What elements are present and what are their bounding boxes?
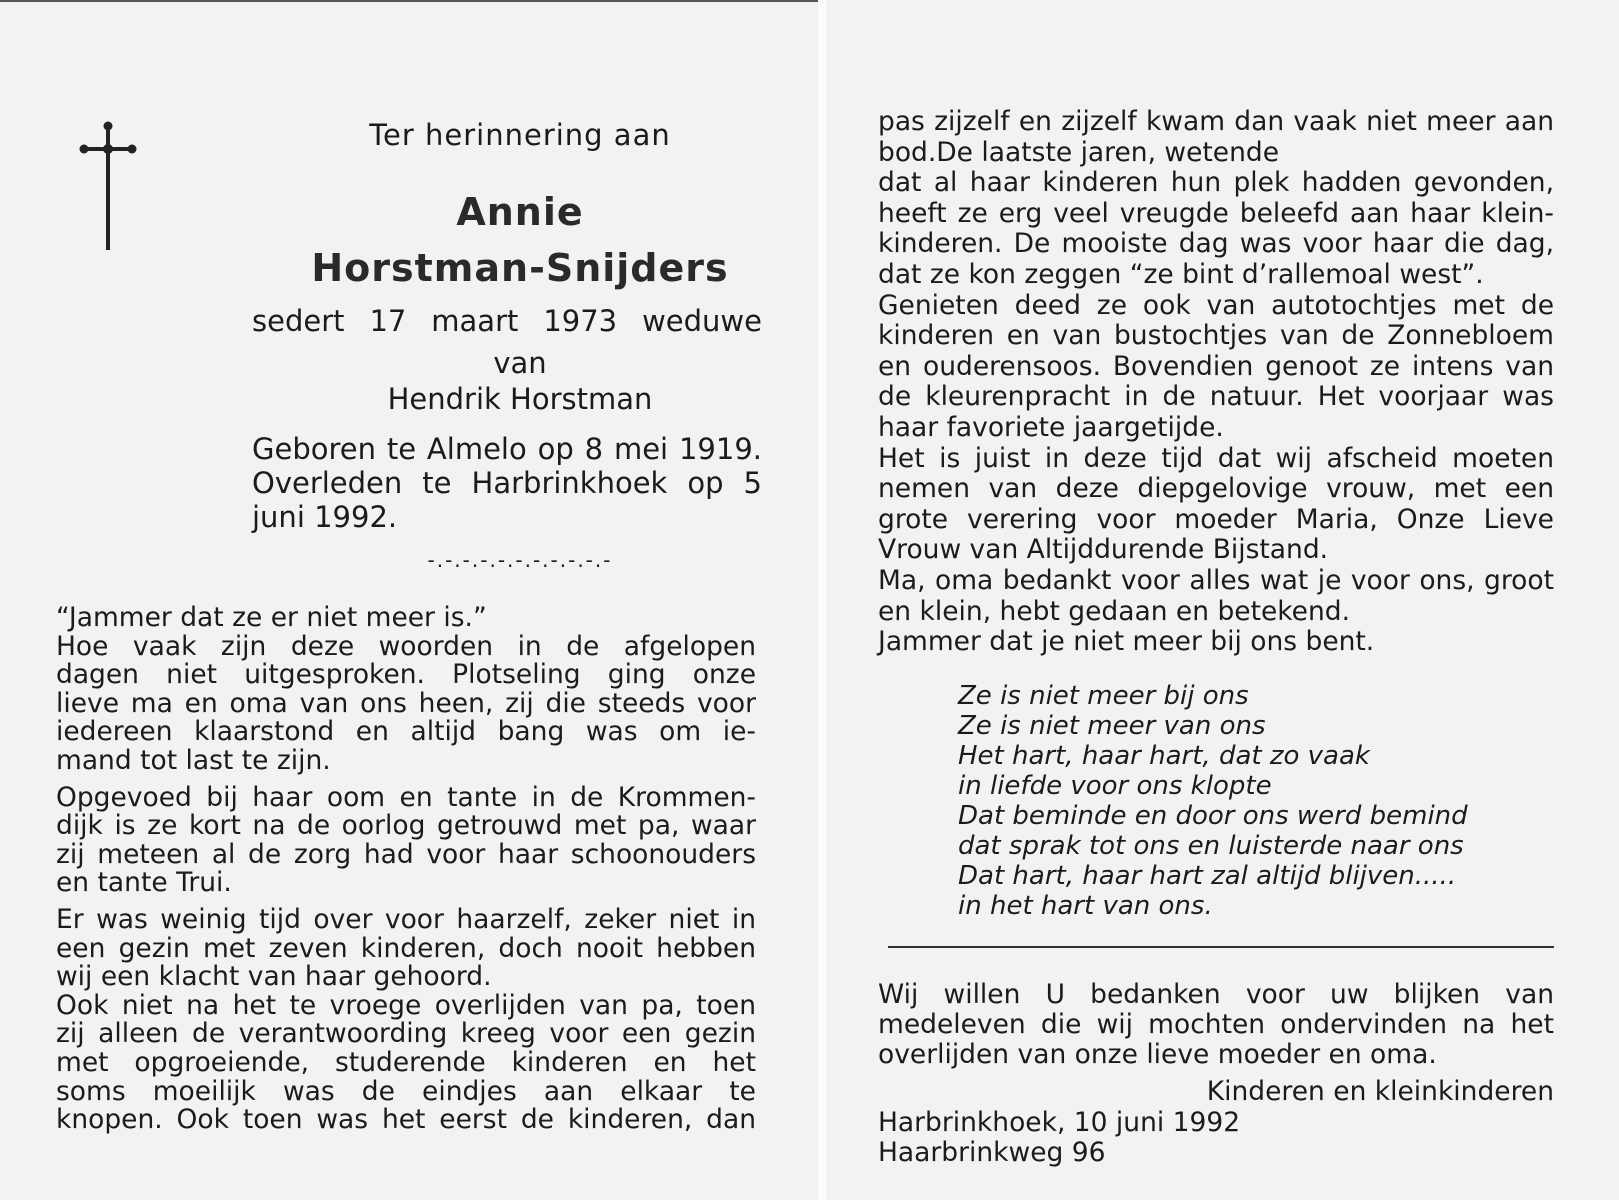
place-date-line: Harbrinkhoek, 10 juni 1992 — [878, 1107, 1241, 1138]
born-line: Geboren te Almelo op 8 mei 1919. — [252, 432, 762, 466]
text-line: en klein, hebt gedaan en betekend. — [878, 595, 1351, 627]
text-line: dijk is ze kort na de oorlog getrouwd met pa, waar — [56, 810, 756, 842]
widow-word: weduwe — [642, 304, 762, 338]
text-line: mand tot last te zijn. — [56, 744, 331, 776]
text-line: met opgroeiende, studerende kinderen en het — [56, 1046, 756, 1078]
card-fold — [818, 0, 826, 1200]
poem-line: in liefde voor ons klopte — [958, 771, 1272, 801]
thanks-text — [878, 980, 1554, 1070]
text-line: heeft ze erg veel vreugde beleefd aan haar klein- — [878, 197, 1554, 229]
biography-left — [56, 604, 756, 1135]
text-line: bod.De laatste jaren, wetende — [878, 136, 1280, 168]
text-line: wij een klacht van haar gehoord. — [56, 961, 492, 993]
poem-line: Dat beminde en door ons werd bemind — [958, 801, 1468, 831]
widow-word: maart — [431, 304, 519, 338]
text-line: zij meteen al de zorg had voor haar schoonouders — [56, 838, 756, 870]
cross-icon — [78, 120, 138, 255]
text-line: “Jammer dat ze er niet meer is.” — [56, 602, 487, 633]
text-line: pas zijzelf en zijzelf kwam dan vaak niet meer aan — [878, 106, 1554, 137]
text-line: Genieten deed ze ook van autotochtjes met de — [878, 289, 1554, 321]
widow-line — [252, 306, 762, 336]
place-date — [878, 1108, 1554, 1168]
died-line: Overleden te Harbrinkhoek op 5 — [252, 466, 762, 500]
text-line: Wij willen U bedanken voor uw blijken van — [878, 979, 1554, 1010]
text-line: dagen niet uitgesproken. Plotseling ging onze — [56, 659, 756, 691]
text-line: Opgevoed bij haar oom en tante in de Krommen- — [56, 781, 756, 813]
died-line-end: juni 1992. — [252, 500, 398, 534]
text-line: dat ze kon zeggen “ze bint d’rallemoal west”. — [878, 258, 1484, 290]
text-line: Ook niet na het te vroege overlijden van pa, toen — [56, 989, 756, 1021]
poem-line: Het hart, haar hart, dat zo vaak — [958, 741, 1370, 771]
text-line: Ma, oma bedankt voor alles wat je voor ons, groot — [878, 564, 1554, 596]
poem-line: Dat hart, haar hart zal altijd blijven..... — [958, 861, 1457, 891]
address-line: Haarbrinkweg 96 — [878, 1137, 1106, 1168]
widow-word: sedert — [252, 304, 345, 338]
card-back — [826, 0, 1619, 1200]
van-text: van — [493, 346, 547, 380]
dotted-divider: -.-.-.-.-.-.-.-.-.-.- — [427, 548, 613, 572]
horizontal-rule — [888, 946, 1554, 948]
text-line: en tante Trui. — [56, 867, 232, 899]
text-line: overlijden van onze lieve moeder en oma. — [878, 1039, 1437, 1070]
text-line: zij alleen de verantwoording kreeg voor een gezin — [56, 1018, 756, 1050]
text-line: Hoe vaak zijn deze woorden in de afgelopen — [56, 630, 756, 662]
intro-text: Ter herinnering aan — [369, 118, 671, 152]
text-line: haar favoriete jaargetijde. — [878, 411, 1224, 443]
text-line: de kleurenpracht in de natuur. Het voorjaar was — [878, 381, 1554, 413]
text-line: knopen. Ook toen was het eerst de kinderen, dan — [56, 1104, 756, 1136]
text-line: kinderen. De mooiste dag was voor haar die dag, — [878, 228, 1554, 260]
text-line: Er was weinig tijd over voor haarzelf, zeker niet in — [56, 903, 756, 935]
poem-line: dat sprak tot ons en luisterde naar ons — [958, 831, 1464, 861]
husband-name: Hendrik Horstman — [387, 382, 653, 416]
deceased-full-name: Horstman-Snijders — [311, 246, 729, 290]
signature: Kinderen en kleinkinderen — [1206, 1076, 1554, 1107]
text-line: iedereen klaarstond en altijd bang was om ie- — [56, 716, 756, 748]
poem-line: Ze is niet meer van ons — [958, 711, 1266, 741]
life-dates — [252, 432, 762, 534]
poem-line: in het hart van ons. — [958, 891, 1213, 921]
text-line: een gezin met zeven kinderen, doch nooit hebben — [56, 932, 756, 964]
text-line: en ouderensoos. Bovendien genoot ze intens van — [878, 350, 1554, 382]
biography-right — [878, 107, 1554, 658]
text-line: dat al haar kinderen hun plek hadden gevonden, — [878, 167, 1554, 199]
text-line: kinderen en van bustochtjes van de Zonnebloem — [878, 320, 1554, 352]
text-line: Vrouw van Altijddurende Bijstand. — [878, 534, 1329, 566]
widow-word: 17 — [369, 304, 407, 338]
text-line: Het is juist in deze tijd dat wij afscheid moeten — [878, 442, 1554, 474]
text-line: nemen van deze diepgelovige vrouw, met een — [878, 473, 1554, 505]
poem — [958, 681, 1558, 921]
text-line: lieve ma en oma van ons heen, zij die steeds voor — [56, 687, 756, 719]
text-line: soms moeilijk was de eindjes aan elkaar te — [56, 1075, 756, 1107]
widow-word: 1973 — [543, 304, 618, 338]
text-line: grote verering voor moeder Maria, Onze Lieve — [878, 503, 1554, 535]
text-line: Jammer dat je niet meer bij ons bent. — [878, 626, 1375, 658]
poem-line: Ze is niet meer bij ons — [958, 681, 1249, 711]
deceased-first-name: Annie — [456, 190, 584, 234]
text-line: medeleven die wij mochten ondervinden na het — [878, 1009, 1554, 1040]
